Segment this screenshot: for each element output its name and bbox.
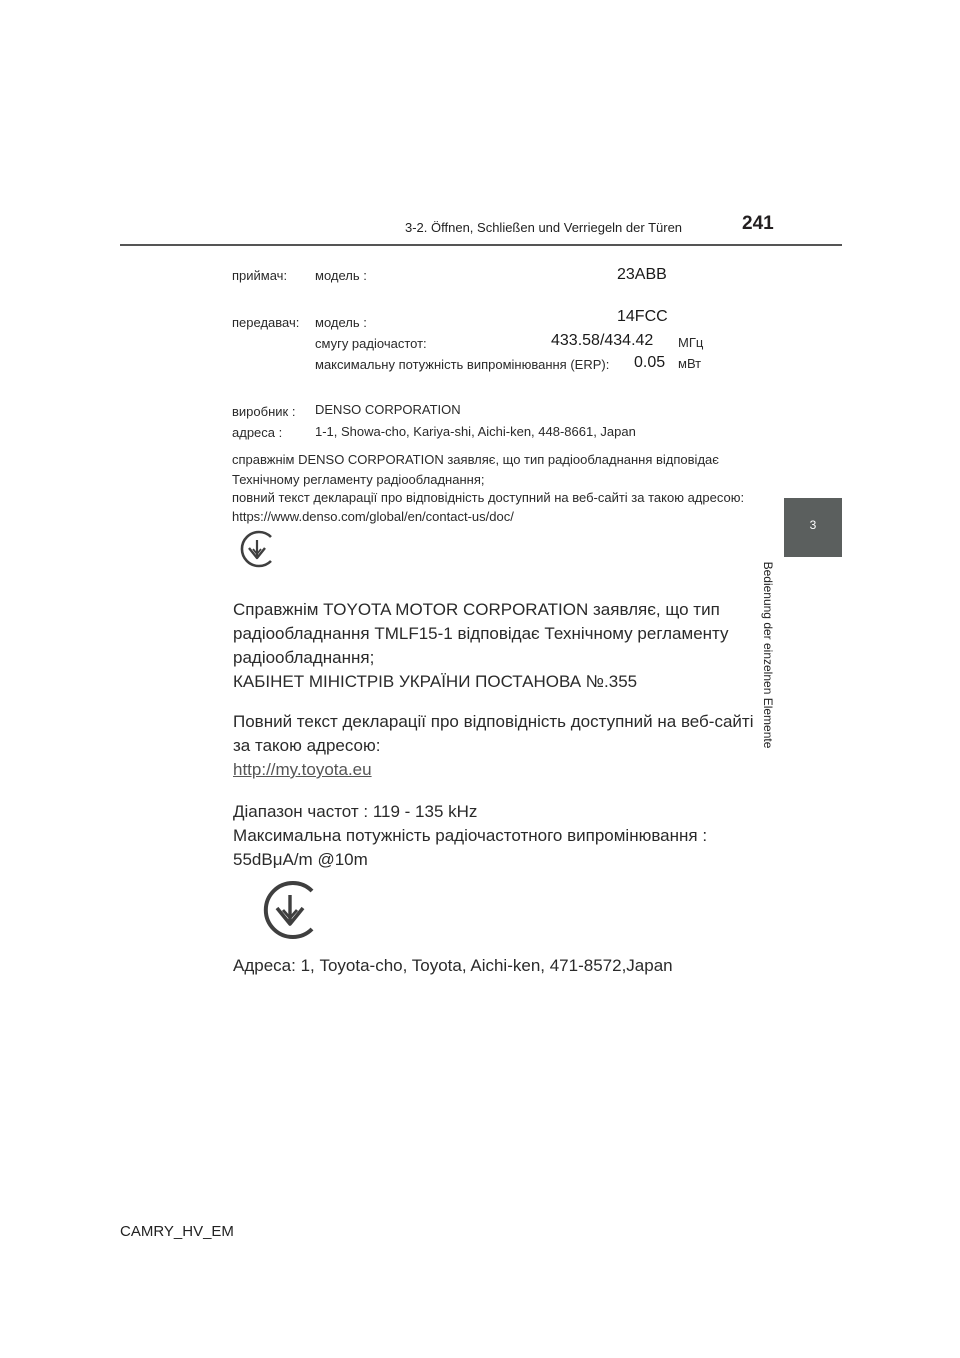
max-power-label: Максимальна потужність радіочастотного випромінювання : <box>233 826 708 845</box>
erp-label: максимальну потужність випромінювання (ERP): <box>315 357 610 372</box>
address-label: адреса : <box>232 425 283 440</box>
receiver-model-value: 23ABB <box>617 266 667 283</box>
transmitter-label: передавач: <box>232 315 300 330</box>
section-title: 3-2. Öffnen, Schließen und Verriegeln der Türen <box>405 220 683 235</box>
manufacturer-label: виробник : <box>232 404 296 419</box>
toyota-declaration-line3: радіообладнання; <box>233 648 375 667</box>
toyota-declaration-line2: радіообладнання TMLF15-1 відповідає Технічному регламенту <box>233 624 729 643</box>
receiver-model-label: модель : <box>315 268 367 283</box>
erp-value: 0.05 <box>634 354 666 371</box>
band-unit: МГц <box>678 335 704 350</box>
toyota-declaration-line4: КАБІНЕТ МІНІСТРІВ УКРАЇНИ ПОСТАНОВА №.355 <box>233 672 638 691</box>
ukraine-conformity-mark-icon <box>236 528 278 570</box>
header-divider <box>120 244 842 246</box>
manufacturer-value: DENSO CORPORATION <box>315 402 461 417</box>
ukraine-conformity-mark-icon <box>258 878 322 942</box>
denso-declaration-line2: Технічному регламенту радіообладнання; <box>232 472 485 487</box>
chapter-tab <box>784 498 842 557</box>
denso-doc-url[interactable]: https://www.denso.com/global/en/contact-us/doc/ <box>232 509 514 524</box>
toyota-declaration-line6: за такою адресою: <box>233 736 381 755</box>
frequency-range: Діапазон частот : 119 - 135 kHz <box>233 802 478 821</box>
model-code: CAMRY_HV_EM <box>120 1223 234 1240</box>
toyota-doc-link[interactable]: http://my.toyota.eu <box>233 760 372 779</box>
denso-declaration-line1: справжнім DENSO CORPORATION заявляє, що тип радіообладнання відповідає <box>232 452 719 467</box>
transmitter-model-value: 14FCC <box>617 308 668 325</box>
receiver-label: приймач: <box>232 268 288 283</box>
chapter-title: Bedienung der einzelnen Elemente <box>761 561 775 749</box>
address-value: 1-1, Showa-cho, Kariya-shi, Aichi-ken, 448-8661, Japan <box>315 424 636 439</box>
toyota-address: Адреса: 1, Toyota-cho, Toyota, Aichi-ken, 471-8572,Japan <box>233 956 673 975</box>
toyota-declaration-line5: Повний текст декларації про відповідність доступний на веб-сайті <box>233 712 754 731</box>
denso-declaration-line3: повний текст декларації про відповідність доступний на веб-сайті за такою адресою: <box>232 490 745 505</box>
max-power-value: 55dBμA/m @10m <box>233 850 368 869</box>
toyota-declaration-line1: Справжнім TOYOTA MOTOR CORPORATION заявляє, що тип <box>233 600 720 619</box>
erp-unit: мВт <box>678 356 702 371</box>
chapter-number: 3 <box>809 518 817 532</box>
band-value: 433.58/434.42 <box>551 332 654 349</box>
band-label: смугу радіочастот: <box>315 336 427 351</box>
page-number: 241 <box>742 213 774 234</box>
transmitter-model-label: модель : <box>315 315 367 330</box>
